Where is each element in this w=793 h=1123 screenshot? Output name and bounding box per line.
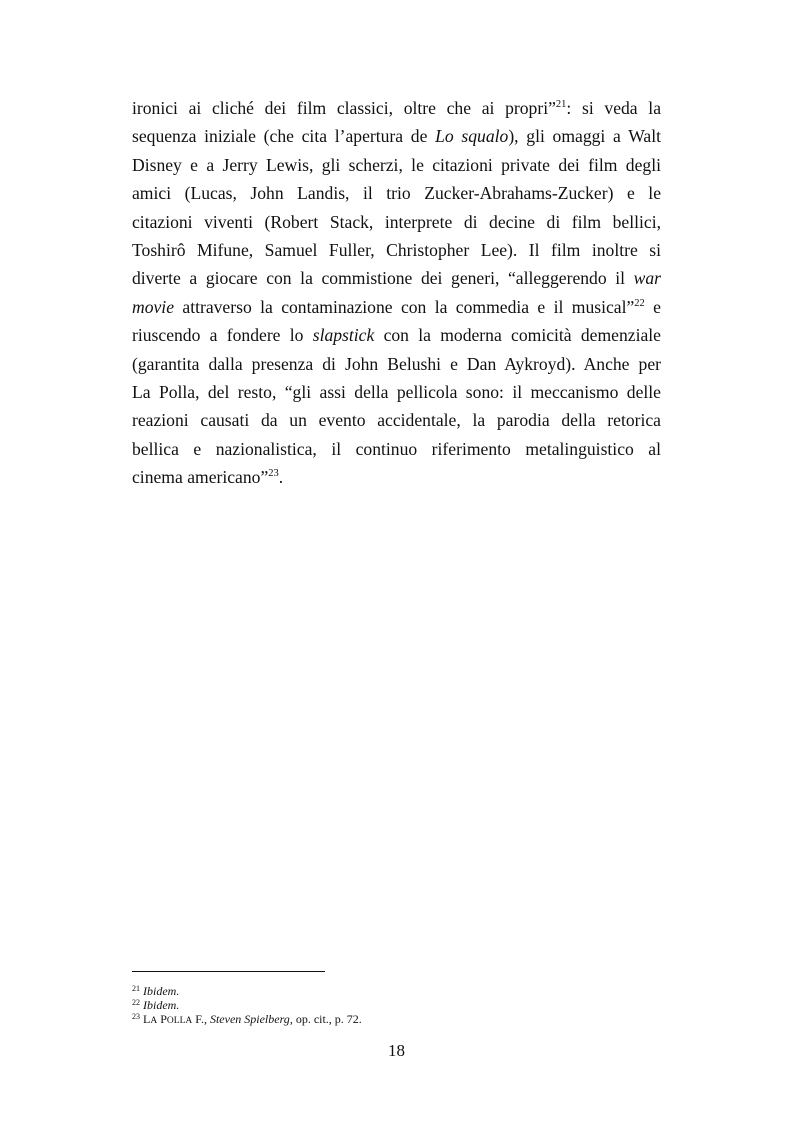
text-line: riuscendo a fondere lo slapstick con la moderna comicità demenziale	[132, 325, 661, 346]
footnote-21: $^{21}$ Ibidem.	[132, 984, 180, 998]
page-number: 18	[388, 1041, 405, 1060]
footnote-22: $^{22}$ Ibidem.	[132, 998, 180, 1012]
text-line: ironici ai cliché dei film classici, oltre che ai propri”$^{21}$: si veda la	[132, 98, 661, 118]
body-paragraph	[132, 94, 661, 491]
text-line: cinema americano”$^{23}$.	[132, 467, 284, 488]
footnote-ref-23[interactable]: 23	[268, 468, 279, 480]
text-line: Disney e a Jerry Lewis, gli scherzi, le citazioni private dei film degli	[132, 154, 661, 175]
text-line: citazioni viventi (Robert Stack, interprete di decine di film bellici,	[132, 211, 661, 232]
footnotes	[132, 984, 362, 1028]
footnote-ref-22[interactable]: 22	[634, 297, 645, 309]
footnote-ref-21[interactable]: 21	[555, 99, 567, 110]
text-line: sequenza iniziale (che cita l’apertura de Lo squalo), gli omaggi a Walt	[132, 126, 661, 147]
text-line: diverte a giocare con la commistione dei generi, “alleggerendo il war	[132, 268, 661, 289]
text-line: bellica e nazionalistica, il continuo riferimento metalinguistico al	[132, 438, 661, 459]
text-line: La Polla, del resto, “gli assi della pellicola sono: il meccanismo delle	[132, 381, 661, 402]
text-line: (garantita dalla presenza di John Belushi e Dan Aykroyd). Anche per	[132, 353, 661, 374]
text-line: amici (Lucas, John Landis, il trio Zucker-Abrahams-Zucker) e le	[132, 183, 661, 204]
footnote-23: $^{23}$ LA POLLA F., Steven Spielberg, op. cit., p. 72.	[132, 1012, 362, 1026]
text-line: movie attraverso la contaminazione con la commedia e il musical”$^{22}$ e	[132, 296, 661, 317]
film-title-lo-squalo: Lo squalo	[435, 126, 509, 147]
text-line: reazioni causati da un evento accidentale, la parodia della retorica	[132, 410, 661, 431]
footnote-separator	[132, 971, 325, 972]
text-line: Toshirô Mifune, Samuel Fuller, Christopher Lee). Il film inoltre si	[132, 239, 661, 260]
